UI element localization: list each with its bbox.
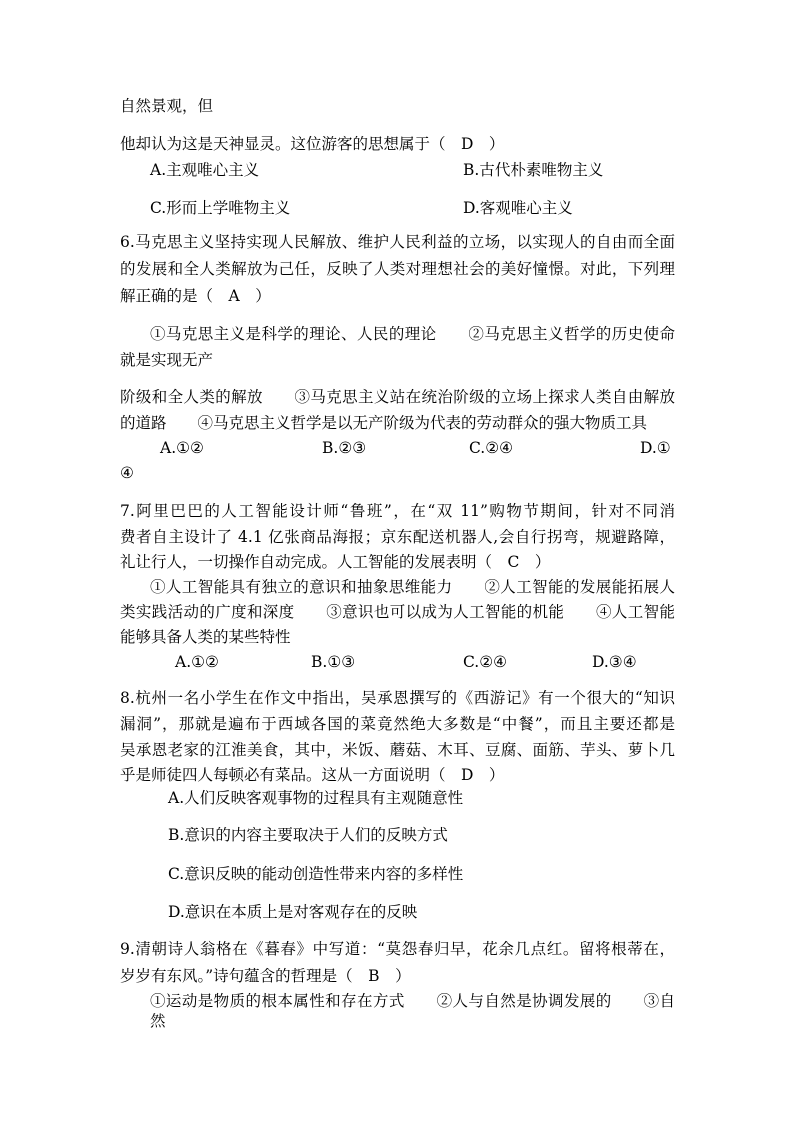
q6-option-d-continued: ④ xyxy=(120,464,134,482)
q7-statement-line-1: ①人工智能具有独立的意识和抽象思维能力 ②人工智能的发展能拓展人 xyxy=(150,578,675,596)
q8-stem-line-1: 8.杭州一名小学生在作文中指出，吴承恩撰写的《西游记》有一个很大的“知识 xyxy=(120,689,675,707)
q8-option-b: B.意识的内容主要取决于人们的反映方式 xyxy=(168,826,448,844)
q7-option-c: C.②④ xyxy=(463,653,508,671)
q9-stem-line-1: 9.清朝诗人翁格在《暮春》中写道：“莫怨春归早，花余几点红。留将根蒂在， xyxy=(120,940,675,958)
q6-option-d: D.① xyxy=(640,439,671,457)
q6-statement-line-1: ①马克思主义是科学的理论、人民的理论 ②马克思主义哲学的历史使命 xyxy=(150,325,675,343)
q6-stem-line-2: 的发展和全人类解放为己任，反映了人类对理想社会的美好憧憬。对此，下列理 xyxy=(120,260,675,278)
q6-stem-line-3: 解正确的是（ A ） xyxy=(120,287,271,305)
q7-stem-line-3: 礼让行人，一切操作自动完成。人工智能的发展表明（ C ） xyxy=(120,553,551,571)
q6-option-b: B.②③ xyxy=(322,439,367,457)
q7-statement-line-3: 能够具备人类的某些特性 xyxy=(120,628,291,646)
q6-option-a: A.①② xyxy=(160,439,204,457)
q5-option-a: A.主观唯心主义 xyxy=(150,161,260,179)
q9-stem-line-2: 岁岁有东风。”诗句蕴含的哲理是（ B ） xyxy=(120,967,411,985)
q8-option-a: A.人们反映客观事物的过程具有主观随意性 xyxy=(168,789,464,807)
q8-stem-line-4: 乎是师徒四人每顿必有菜品。这从一方面说明（ D ） xyxy=(120,766,505,784)
q7-statement-line-2: 类实践活动的广度和深度 ③意识也可以成为人工智能的机能 ④人工智能 xyxy=(120,603,675,621)
q8-option-c: C.意识反映的能动创造性带来内容的多样性 xyxy=(168,865,464,883)
q7-option-b: B.①③ xyxy=(311,653,356,671)
q5-option-d: D.客观唯心主义 xyxy=(463,199,573,217)
q8-option-d: D.意识在本质上是对客观存在的反映 xyxy=(168,903,418,921)
q8-stem-line-3: 吴承恩老家的江淮美食，其中，米饭、蘑菇、木耳、豆腐、面筋、芋头、萝卜几 xyxy=(120,741,675,759)
q5-stem-line-1: 自然景观，但 xyxy=(120,97,214,115)
q6-statement-line-2: 就是实现无产 xyxy=(120,351,214,369)
q6-statement-line-4: 的道路 ④马克思主义哲学是以无产阶级为代表的劳动群众的强大物质工具 xyxy=(120,414,648,432)
q7-stem-line-2: 费者自主设计了 4.1 亿张商品海报；京东配送机器人,会自行拐弯，规避路障， xyxy=(120,528,675,546)
q6-statement-line-3: 阶级和全人类的解放 ③马克思主义站在统治阶级的立场上探求人类自由解放 xyxy=(120,388,675,406)
q5-option-b: B.古代朴素唯物主义 xyxy=(463,161,604,179)
q8-stem-line-2: 漏洞”，那就是遍布于西域各国的菜竟然绝大多数是“中餐”，而且主要还都是 xyxy=(120,715,675,733)
q7-stem-line-1: 7.阿里巴巴的人工智能设计师“鲁班”，在“双 11”购物节期间，针对不同消 xyxy=(120,502,675,520)
q7-option-d: D.③④ xyxy=(592,653,637,671)
q7-option-a: A.①② xyxy=(175,653,219,671)
q5-option-c: C.形而上学唯物主义 xyxy=(150,199,291,217)
q6-option-c: C.②④ xyxy=(469,439,514,457)
q9-statement-line-1: ①运动是物质的根本属性和存在方式 ②人与自然是协调发展的 ③自然 xyxy=(150,992,675,1030)
q6-stem-line-1: 6.马克思主义坚持实现人民解放、维护人民利益的立场，以实现人的自由而全面 xyxy=(120,233,675,251)
q5-stem-line-2: 他却认为这是天神显灵。这位游客的思想属于（ D ） xyxy=(120,135,505,153)
